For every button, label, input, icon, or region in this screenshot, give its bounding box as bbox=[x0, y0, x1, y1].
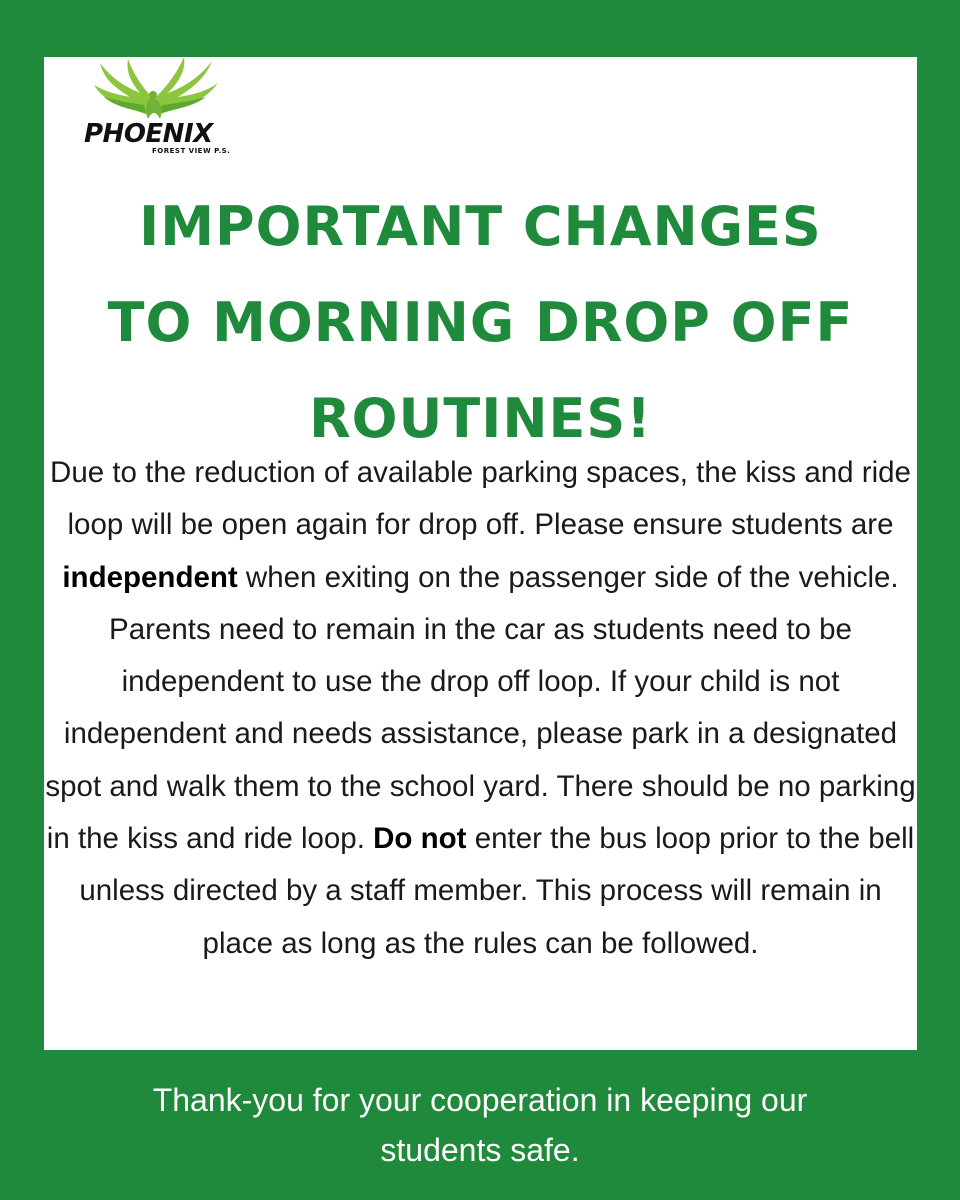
notice-heading bbox=[44, 179, 917, 467]
heading-line-3: ROUTINES! bbox=[309, 387, 652, 450]
notice-card bbox=[44, 57, 917, 1050]
body-bold-do-not: Do not bbox=[373, 822, 467, 856]
heading-line-1: IMPORTANT CHANGES bbox=[139, 195, 822, 258]
logo-subtitle: FOREST VIEW P.S. bbox=[152, 147, 231, 155]
logo-wordmark: PHOENIX bbox=[84, 119, 213, 149]
notice-body bbox=[44, 447, 917, 970]
school-logo bbox=[68, 57, 236, 157]
thank-you-footer bbox=[0, 1075, 960, 1175]
body-text-part-2: when exiting on the passenger side of the vehicle. Parents need to remain in the car as students need to be independent to use the drop off loop. If your child is not independent and needs assistance, please park in a designated spot and walk them to the school yard. There should be no parking in the kiss and ride loop. bbox=[45, 560, 916, 856]
body-bold-independent: independent bbox=[62, 560, 238, 594]
body-text-part-1: Due to the reduction of available parking spaces, the kiss and ride loop will be open again for drop off. Please ensure students are bbox=[50, 456, 911, 542]
body-text-part-3: enter the bus loop prior to the bell unless directed by a staff member. This process will remain in place as long as the rules can be followed. bbox=[79, 822, 915, 960]
footer-line-1: Thank-you for your cooperation in keeping our bbox=[152, 1082, 808, 1118]
footer-line-2: students safe. bbox=[380, 1132, 580, 1168]
heading-line-2: TO MORNING DROP OFF bbox=[107, 291, 854, 354]
